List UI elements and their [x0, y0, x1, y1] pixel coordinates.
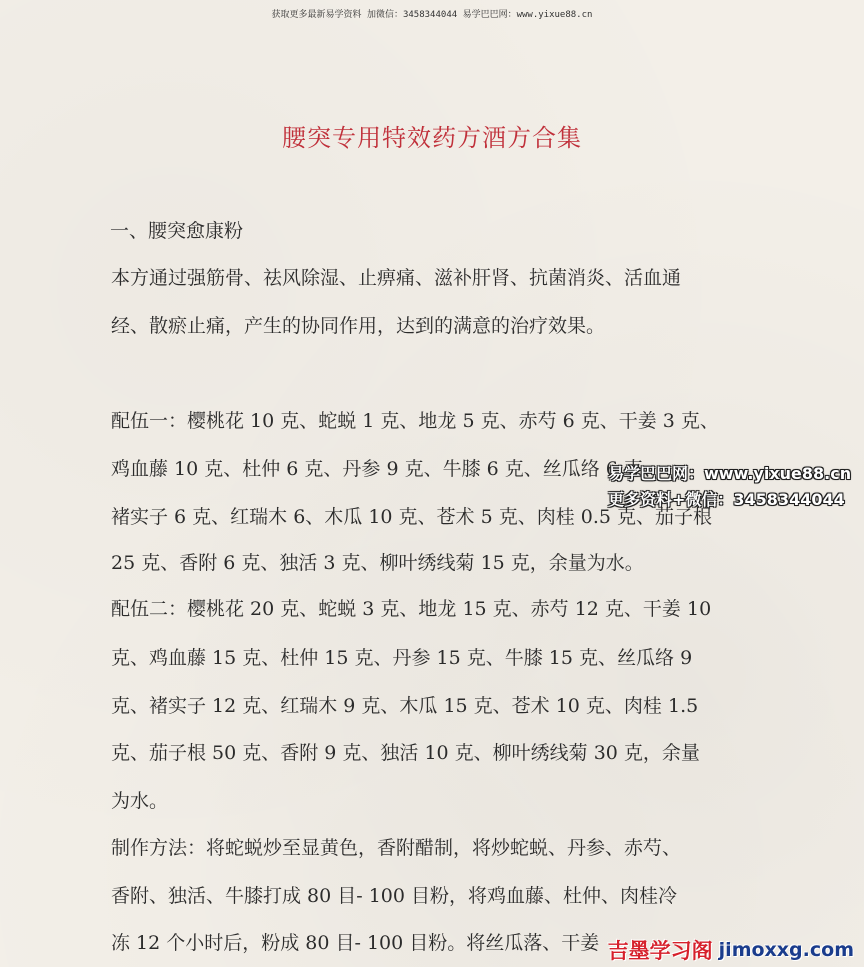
body-line: 经、散瘀止痛，产生的协同作用，达到的满意的治疗效果。 — [111, 315, 606, 337]
watermark-site: 易学巴巴网：www.yixue88.cn — [608, 464, 852, 483]
body-line: 克、茄子根 50 克、香附 9 克、独活 10 克、柳叶绣线菊 30 克，余量 — [111, 742, 700, 764]
body-line: 配伍二：樱桃花 20 克、蛇蜕 3 克、地龙 15 克、赤芍 12 克、干姜 10 — [111, 598, 712, 620]
body-line: 褚实子 6 克、红瑞木 6、木瓜 10 克、苍术 5 克、肉桂 0.5 克、茄子根 — [111, 506, 713, 528]
body-line: 25 克、香附 6 克、独活 3 克、柳叶绣线菊 15 克，余量为水。 — [111, 552, 644, 574]
body-line: 制作方法：将蛇蜕炒至显黄色，香附醋制，将炒蛇蜕、丹参、赤芍、 — [111, 837, 682, 859]
document-title: 腰突专用特效药方酒方合集 — [282, 124, 582, 152]
section-heading: 一、腰突愈康粉 — [110, 220, 244, 242]
watermark-logo-cn: 吉墨学习阁 — [607, 939, 713, 963]
body-line: 鸡血藤 10 克、杜仲 6 克、丹参 9 克、牛膝 6 克、丝瓜络 6 克、 — [111, 458, 662, 480]
top-banner: 获取更多最新易学资料 加微信：3458344044 易学巴巴网：www.yixue88.cn — [271, 10, 593, 20]
body-line: 为水。 — [111, 790, 169, 812]
watermark-logo-en: jimoxxg.com — [718, 939, 854, 961]
body-line: 冻 12 个小时后，粉成 80 目- 100 目粉。将丝瓜落、干姜 — [111, 932, 600, 954]
body-line: 香附、独活、牛膝打成 80 目- 100 目粉，将鸡血藤、杜仲、肉桂冷 — [111, 885, 678, 907]
body-line: 本方通过强筋骨、祛风除湿、止痹痛、滋补肝肾、抗菌消炎、活血通 — [111, 267, 682, 289]
body-line: 克、鸡血藤 15 克、杜仲 15 克、丹参 15 克、牛膝 15 克、丝瓜络 9 — [111, 647, 693, 669]
watermark-contact: 更多资料+微信：3458344044 — [608, 490, 845, 509]
body-line: 克、褚实子 12 克、红瑞木 9 克、木瓜 15 克、苍术 10 克、肉桂 1.5 — [111, 695, 699, 717]
watermark-logo — [608, 937, 854, 963]
body-line: 配伍一：樱桃花 10 克、蛇蜕 1 克、地龙 5 克、赤芍 6 克、干姜 3 克、 — [111, 410, 719, 432]
